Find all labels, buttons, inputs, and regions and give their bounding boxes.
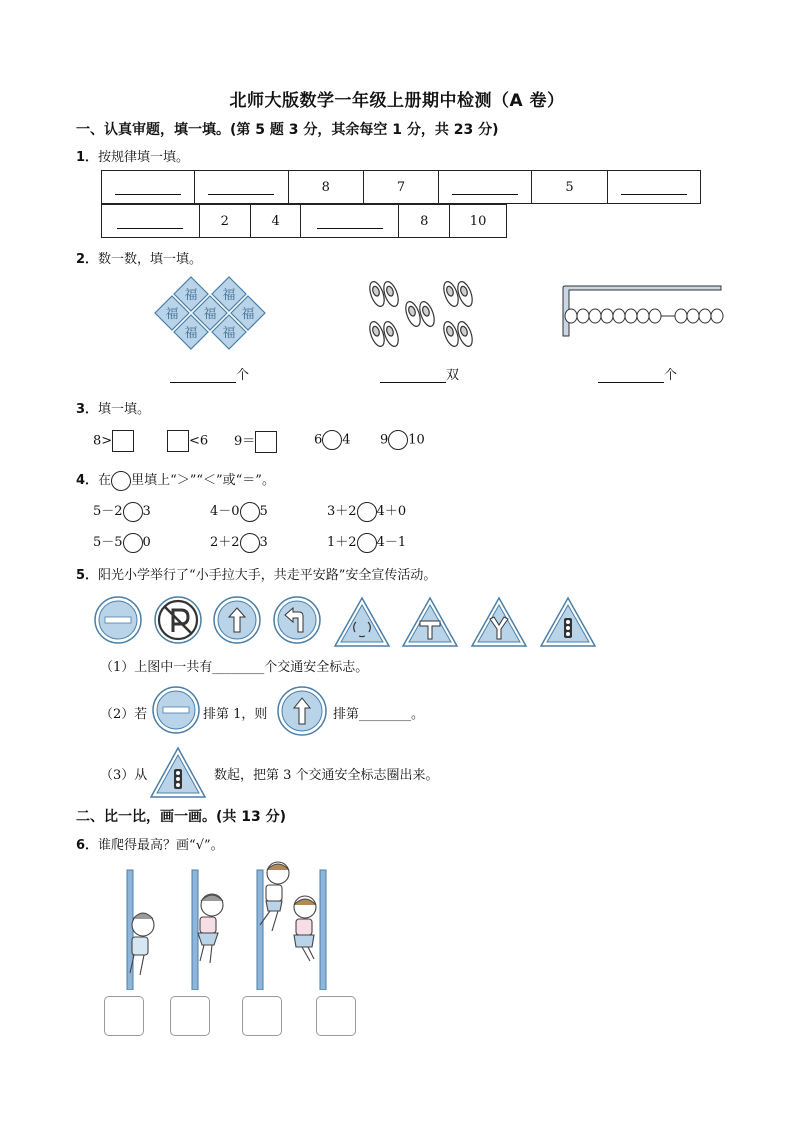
abacus-bead [637, 309, 649, 323]
q4-item: 5－2 3 [93, 500, 151, 522]
q4-item: 2＋2 3 [210, 531, 268, 553]
answer-box-4[interactable] [316, 996, 356, 1036]
q3-item-3: 9＝ [234, 430, 277, 453]
q3-item-1: 8> [93, 430, 134, 452]
abacus-bead [589, 309, 601, 323]
question-3 [76, 398, 150, 417]
question-1 [76, 146, 189, 165]
answer-box-1[interactable] [104, 996, 144, 1036]
shoes-image [362, 272, 482, 354]
q5-sub-3-end: 数起，把第 3 个交通安全标志圈出来。 [214, 768, 439, 783]
fu-character: 福 [184, 288, 198, 303]
roundabout-sign-icon [335, 598, 389, 646]
seq-cell[interactable] [102, 171, 195, 204]
question-number: 5． [76, 568, 99, 583]
question-number: 4． [76, 473, 99, 488]
question-text: 阳光小学举行了“小手拉大手，共走平安路”安全宣传活动。 [98, 568, 437, 583]
q3-item-2: <6 [167, 430, 208, 452]
answer-fu[interactable]: 个 [170, 364, 249, 383]
question-4: 4．在 里填上“＞”“＜”或“＝”。 [76, 469, 275, 491]
straight-arrow-sign-icon [214, 597, 260, 643]
question-text: 填一填。 [98, 402, 151, 417]
question-number: 3． [76, 402, 99, 417]
question-5 [76, 564, 436, 583]
q5-sub-2-end: 排第________。 [333, 707, 425, 722]
compare-circle[interactable] [388, 430, 408, 450]
section-1-heading: 一、认真审题，填一填。(第 5 题 3 分，其余每空 1 分，共 23 分) [76, 122, 499, 138]
answer-box[interactable] [255, 431, 277, 453]
q4-item: 4－0 5 [210, 500, 268, 522]
question-6 [76, 834, 224, 853]
question-text: 数一数，填一填。 [98, 252, 203, 267]
fu-character: 福 [184, 326, 198, 341]
q3-item-5: 9 10 [380, 430, 425, 450]
q4-item: 5－5 0 [93, 531, 151, 553]
q3-item-4: 6 4 [314, 430, 351, 450]
abacus-bead [565, 309, 577, 323]
compare-circle[interactable] [322, 430, 342, 450]
sequence-row-2 [101, 204, 507, 238]
seq-cell: 2 [199, 205, 250, 238]
fu-character: 福 [222, 326, 236, 341]
seq-cell[interactable] [607, 171, 700, 204]
section-2-heading: 二、比一比，画一画。(共 13 分) [76, 809, 287, 825]
compare-circle[interactable] [240, 502, 260, 522]
question-number: 1． [76, 150, 99, 165]
seq-cell[interactable] [102, 205, 200, 238]
answer-box-3[interactable] [242, 996, 282, 1036]
y-intersection-sign-icon [472, 598, 526, 646]
compare-circle[interactable] [240, 533, 260, 553]
turn-left-sign-icon [274, 597, 320, 643]
fu-character: 福 [241, 307, 255, 322]
seq-cell[interactable] [439, 171, 532, 204]
climbing-kids-image [100, 855, 360, 990]
t-intersection-sign-icon [403, 598, 457, 646]
question-2 [76, 248, 202, 267]
abacus-bead [675, 309, 687, 323]
question-text: 按规律填一填。 [98, 150, 190, 165]
q4-item: 1＋2 4－1 [327, 531, 406, 553]
abacus-bead [711, 309, 723, 323]
q5-sub-1: （1）上图中一共有________个交通安全标志。 [100, 660, 369, 675]
no-entry-sign-icon [95, 597, 141, 643]
compare-circle[interactable] [357, 502, 377, 522]
answer-box[interactable] [167, 430, 189, 452]
seq-cell[interactable] [195, 171, 288, 204]
q5-sub-2: （2）若 [100, 707, 148, 722]
abacus-bead [577, 309, 589, 323]
fu-diamonds-image [153, 272, 283, 354]
question-number: 6． [76, 838, 99, 853]
answer-box[interactable] [112, 430, 134, 452]
traffic-light-sign-icon [541, 598, 595, 646]
fu-character: 福 [203, 307, 217, 322]
answer-shoes[interactable]: 双 [380, 364, 459, 383]
seq-cell: 4 [250, 205, 301, 238]
abacus-bead [649, 309, 661, 323]
seq-cell: 8 [399, 205, 450, 238]
seq-cell: 7 [363, 171, 438, 204]
fu-character: 福 [165, 307, 179, 322]
seq-cell: 10 [450, 205, 507, 238]
abacus-bead [601, 309, 613, 323]
q5-sub-2-mid: 排第 1，则 [203, 707, 268, 722]
compare-circle[interactable] [357, 533, 377, 553]
straight-arrow-sign-icon [277, 686, 327, 736]
seq-cell[interactable] [301, 205, 399, 238]
question-text: 谁爬得最高？画“√”。 [98, 838, 224, 853]
seq-cell: 8 [288, 171, 363, 204]
seq-cell: 5 [532, 171, 607, 204]
question-number: 2． [76, 252, 99, 267]
traffic-signs-row [90, 592, 600, 648]
fu-character: 福 [222, 288, 236, 303]
answer-beads[interactable]: 个 [598, 364, 677, 383]
abacus-bead [613, 309, 625, 323]
abacus-bead [699, 309, 711, 323]
compare-circle[interactable] [123, 533, 143, 553]
circle-icon [111, 471, 131, 491]
q4-item: 3＋2 4＋0 [327, 500, 406, 522]
abacus-image [555, 284, 725, 342]
traffic-light-sign-icon [150, 746, 206, 798]
answer-box-2[interactable] [170, 996, 210, 1036]
no-parking-sign-icon [155, 597, 201, 643]
page-title: 北师大版数学一年级上册期中检测（A 卷） [229, 91, 565, 111]
no-entry-sign-icon [152, 686, 200, 734]
sequence-row-1 [101, 170, 701, 204]
abacus-bead [687, 309, 699, 323]
q5-sub-3: （3）从 [100, 768, 148, 783]
compare-circle[interactable] [123, 502, 143, 522]
abacus-bead [625, 309, 637, 323]
